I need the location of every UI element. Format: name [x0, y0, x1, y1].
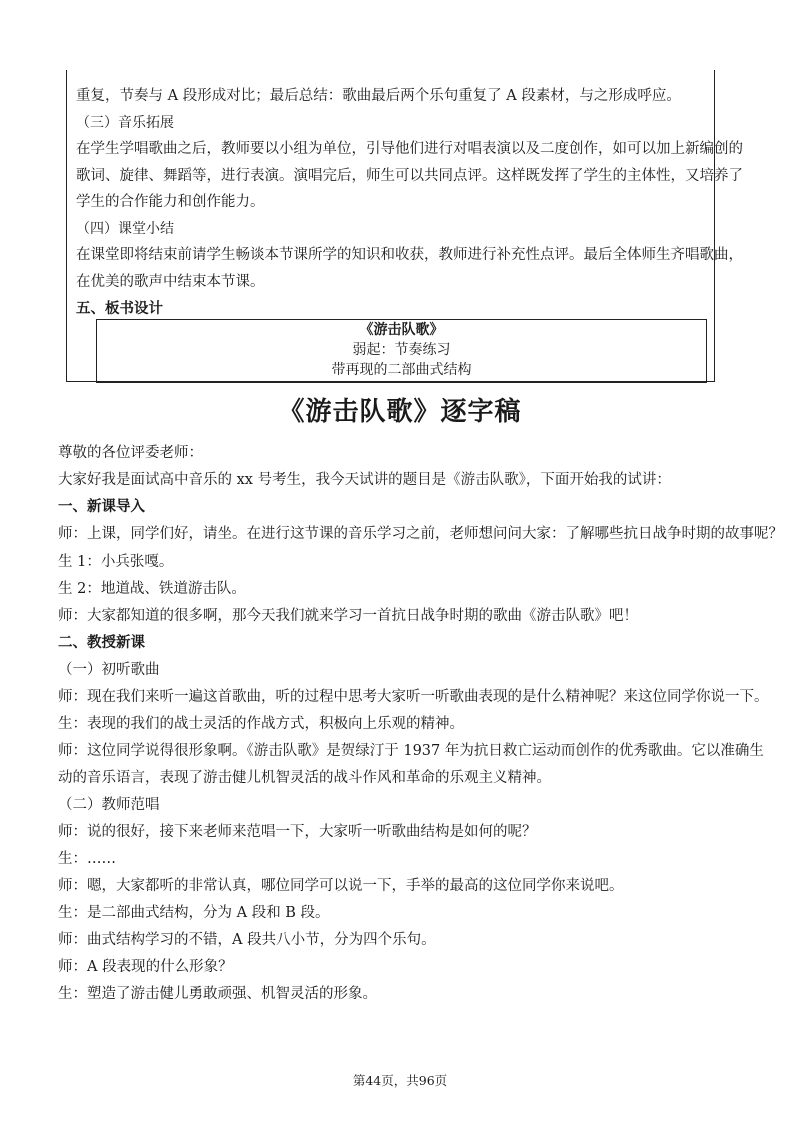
blackboard-design-box: [96, 319, 707, 383]
text-line: 歌词、旋律、舞蹈等，进行表演。演唱完后，师生可以共同点评。这样既发挥了学生的主体性，又培养了: [76, 168, 743, 184]
script-line: 师：A 段表现的什么形象？: [58, 959, 233, 975]
section-heading: 二、教授新课: [58, 634, 145, 651]
section-heading: 一、新课导入: [58, 498, 145, 515]
sub-heading: （一）初听歌曲: [58, 662, 160, 678]
script-line: 生：是二部曲式结构，分为 A 段和 B 段。: [58, 905, 330, 921]
script-line: 师：上课，同学们好，请坐。在进行这节课的音乐学习之前，老师想问问大家：了解哪些抗日战争时期的故事呢？: [58, 526, 783, 542]
script-line: 生：塑造了游击健儿勇敢顽强、机智灵活的形象。: [58, 986, 377, 1002]
text-line: 重复，节奏与 A 段形成对比；最后总结：歌曲最后两个乐句重复了 A 段素材，与之形成呼应。: [76, 88, 681, 104]
script-line: 师：曲式结构学习的不错，A 段共八小节，分为四个乐句。: [58, 932, 436, 948]
board-title: 《游击队歌》: [359, 322, 444, 338]
sub-heading: （二）教师范唱: [58, 797, 160, 813]
script-line: 师：说的很好，接下来老师来范唱一下，大家听一听歌曲结构是如何的呢？: [58, 824, 537, 840]
page-number: 第44页，共96页: [352, 1073, 448, 1088]
script-line: 动的音乐语言，表现了游击健儿机智灵活的战斗作风和革命的乐观主义精神。: [58, 770, 551, 786]
section-heading: 五、板书设计: [76, 300, 163, 317]
text-line: 在课堂即将结束前请学生畅谈本节课所学的知识和收获，教师进行补充性点评。最后全体师生齐唱歌曲，: [76, 247, 743, 263]
page-title: 《游击队歌》逐字稿: [278, 397, 522, 427]
script-line: 师：现在我们来听一遍这首歌曲，听的过程中思考大家听一听歌曲表现的是什么精神呢？来这位同学你说一下。: [58, 689, 769, 705]
script-line: 师：嗯，大家都听的非常认真，哪位同学可以说一下，手举的最高的这位同学你来说吧。: [58, 878, 624, 894]
text-line: 学生的合作能力和创作能力。: [76, 194, 265, 210]
text-line: 在优美的歌声中结束本节课。: [76, 274, 265, 290]
section-heading: （四）课堂小结: [76, 221, 174, 237]
section-heading: （三）音乐拓展: [76, 115, 174, 131]
text-line: 在学生学唱歌曲之后，教师要以小组为单位，引导他们进行对唱表演以及二度创作，如可以加上新编创的: [76, 141, 743, 157]
script-line: 大家好我是面试高中音乐的 xx 号考生，我今天试讲的题目是《游击队歌》，下面开始我的试讲：: [58, 472, 671, 488]
script-line: 生：表现的我们的战士灵活的作战方式，积极向上乐观的精神。: [58, 716, 464, 732]
script-line: 师：大家都知道的很多啊，那今天我们就来学习一首抗日战争时期的歌曲《游击队歌》吧！: [58, 608, 638, 624]
script-line: 生 1：小兵张嘎。: [58, 554, 174, 570]
script-line: 生 2：地道战、铁道游击队。: [58, 581, 246, 597]
board-line: 弱起：节奏练习: [352, 342, 451, 358]
board-line: 带再现的二部曲式结构: [331, 362, 472, 378]
script-line: 生：……: [58, 851, 116, 867]
script-line: 尊敬的各位评委老师：: [58, 445, 203, 461]
script-line: 师：这位同学说得很形象啊。《游击队歌》是贺绿汀于 1937 年为抗日救亡运动而创作的优秀歌曲。它以准确生: [58, 743, 764, 759]
